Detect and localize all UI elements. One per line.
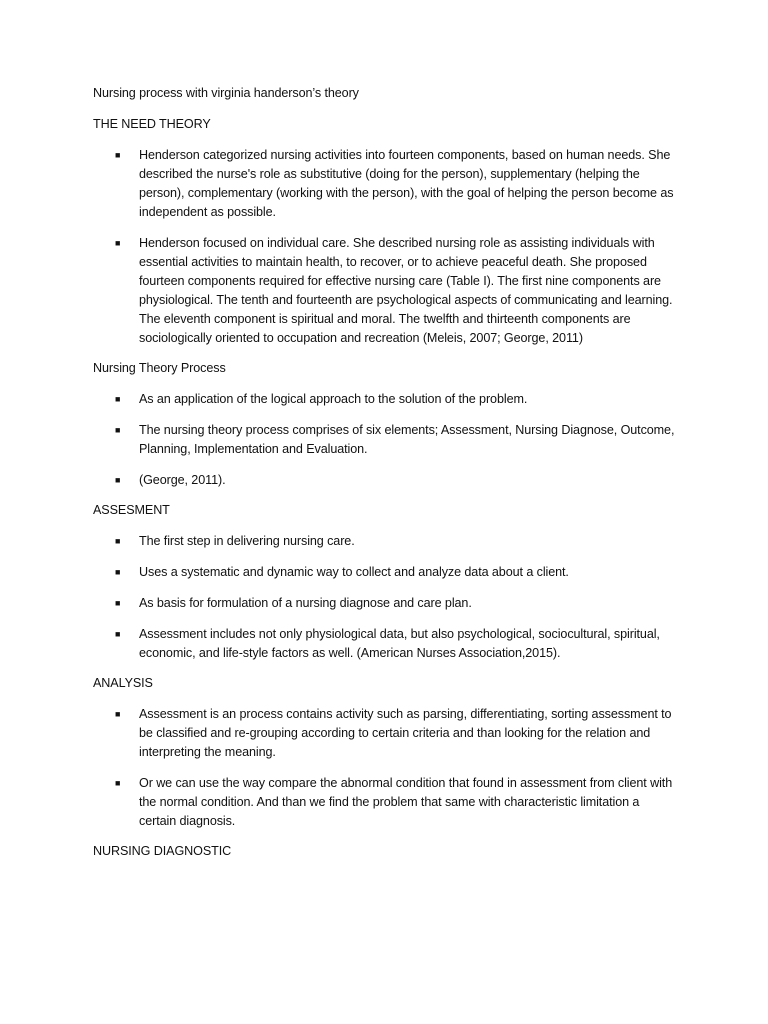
list-item (93, 234, 678, 348)
list-item (93, 421, 678, 459)
nursing-theory-process-list (93, 390, 678, 490)
list-item-text: As basis for formulation of a nursing diagnose and care plan. (139, 596, 472, 610)
list-item-text: Assessment is an process contains activity such as parsing, differentiating, sorting assessment to be classified and re-grouping according to certain criteria and than looking for the relation and interpreting the meaning. (139, 707, 672, 759)
section-heading-need-theory: THE NEED THEORY (93, 117, 211, 131)
list-item (93, 532, 678, 551)
section-heading-analysis: ANALYSIS (93, 676, 153, 690)
list-item-text: (George, 2011). (139, 473, 226, 487)
list-item (93, 563, 678, 582)
list-item (93, 471, 678, 490)
list-item (93, 146, 678, 222)
bullet-icon: ■ (115, 629, 121, 639)
list-item-text: As an application of the logical approach to the solution of the problem. (139, 392, 528, 406)
bullet-icon: ■ (115, 394, 121, 404)
section-heading-nursing-diagnostic: NURSING DIAGNOSTIC (93, 844, 232, 858)
bullet-icon: ■ (115, 425, 121, 435)
section-heading-nursing-theory-process: Nursing Theory Process (93, 361, 226, 375)
list-item (93, 625, 678, 663)
assesment-list (93, 532, 678, 663)
list-item-text: Henderson categorized nursing activities into fourteen components, based on human needs. She described the nurse's role as substitutive (doing for the person), supplementary (helping the person), complementary (working with the person), with the goal of helping the person become as independent as possible. (139, 148, 674, 219)
list-item-text: The nursing theory process comprises of six elements; Assessment, Nursing Diagnose, Outcome, Planning, Implementation and Evaluation. (139, 423, 675, 456)
bullet-icon: ■ (115, 536, 121, 546)
analysis-list (93, 705, 678, 831)
list-item (93, 705, 678, 762)
section-heading-assesment: ASSESMENT (93, 503, 170, 517)
list-item (93, 774, 678, 831)
list-item-text: Or we can use the way compare the abnormal condition that found in assessment from client with the normal condition. And than we find the problem that same with characteristic limitation a certain diagnosis. (139, 776, 673, 828)
list-item (93, 390, 678, 409)
bullet-icon: ■ (115, 598, 121, 608)
document-title: Nursing process with virginia handerson’s theory (93, 86, 359, 100)
document-body (93, 84, 678, 873)
bullet-icon: ■ (115, 567, 121, 577)
list-item-text: Assessment includes not only physiological data, but also psychological, sociocultural, spiritual, economic, and life-style factors as well. (American Nurses Association,2015). (139, 627, 660, 660)
need-theory-list (93, 146, 678, 348)
bullet-icon: ■ (115, 709, 121, 719)
list-item (93, 594, 678, 613)
bullet-icon: ■ (115, 150, 121, 160)
bullet-icon: ■ (115, 475, 121, 485)
list-item-text: The first step in delivering nursing care. (139, 534, 355, 548)
list-item-text: Uses a systematic and dynamic way to collect and analyze data about a client. (139, 565, 569, 579)
list-item-text: Henderson focused on individual care. She described nursing role as assisting individuals with essential activities to maintain health, to recover, or to achieve peaceful death. She proposed fourteen components required for effective nursing care (Table I). The first nine components are physiological. The tenth and fourteenth are psychological aspects of communicating and learning. The eleventh component is spiritual and moral. The twelfth and thirteenth components are sociologically oriented to occupation and recreation (Meleis, 2007; George, 2011) (139, 236, 673, 345)
bullet-icon: ■ (115, 778, 121, 788)
bullet-icon: ■ (115, 238, 121, 248)
